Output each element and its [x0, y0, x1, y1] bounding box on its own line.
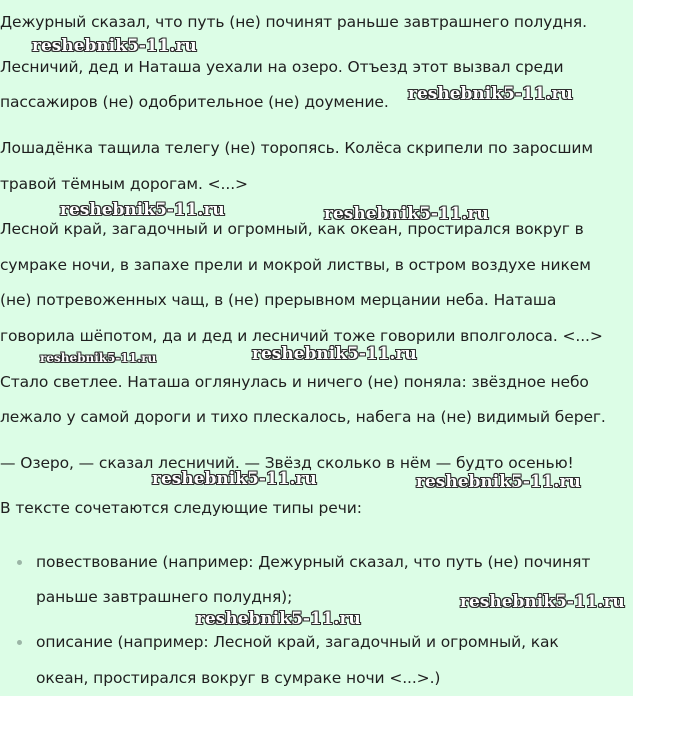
watermark: reshebnik5-11.ru — [252, 344, 417, 364]
watermark: reshebnik5-11.ru — [60, 200, 225, 220]
bullet-item: раньше завтрашнего полудня); — [36, 588, 293, 606]
text-line: сумраке ночи, в запахе прели и мокрой листвы, в остром воздухе никем — [0, 256, 591, 274]
text-line: — Озеро, — сказал лесничий. — Звёзд сколько в нём — будто осенью! — [0, 454, 574, 472]
text-line: лежало у самой дороги и тихо плескалось, набега на (не) видимый берег. — [0, 408, 606, 426]
text-line: травой тёмным дорогам. <...> — [0, 175, 248, 193]
bullet-item: повествование (например: Дежурный сказал, что путь (не) починят — [36, 553, 591, 571]
text-line: Лесной край, загадочный и огромный, как океан, простирался вокруг в — [0, 220, 584, 238]
bullet-marker — [17, 640, 22, 645]
bullet-marker — [17, 560, 22, 565]
text-line: Стало светлее. Наташа оглянулась и ничего (не) поняла: звёздное небо — [0, 373, 589, 391]
text-line: говорила шёпотом, да и дед и лесничий тоже говорили вполголоса. <...> — [0, 327, 603, 345]
text-line: Лошадёнка тащила телегу (не) торопясь. Колёса скрипели по заросшим — [0, 139, 594, 157]
text-line: В тексте сочетаются следующие типы речи: — [0, 499, 362, 517]
text-line: пассажиров (не) одобрительное (не) доумение. — [0, 93, 389, 111]
watermark: reshebnik5-11.ru — [196, 609, 361, 629]
watermark: reshebnik5-11.ru — [32, 36, 197, 56]
text-line: Лесничий, дед и Наташа уехали на озеро. Отъезд этот вызвал среди — [0, 58, 564, 76]
watermark: reshebnik5-11.ru — [40, 351, 157, 365]
text-line: (не) потревоженных чащ, в (не) прерывном мерцании неба. Наташа — [0, 291, 557, 309]
watermark: reshebnik5-11.ru — [460, 592, 625, 612]
watermark: reshebnik5-11.ru — [324, 204, 489, 224]
watermark: reshebnik5-11.ru — [152, 469, 317, 489]
text-line: Дежурный сказал, что путь (не) починят раньше завтрашнего полудня. — [0, 13, 587, 31]
watermark: reshebnik5-11.ru — [408, 84, 573, 104]
watermark: reshebnik5-11.ru — [416, 472, 581, 492]
bullet-item: описание (например: Лесной край, загадочный и огромный, как — [36, 633, 559, 651]
bullet-item: океан, простирался вокруг в сумраке ночи <...>.) — [36, 669, 441, 687]
